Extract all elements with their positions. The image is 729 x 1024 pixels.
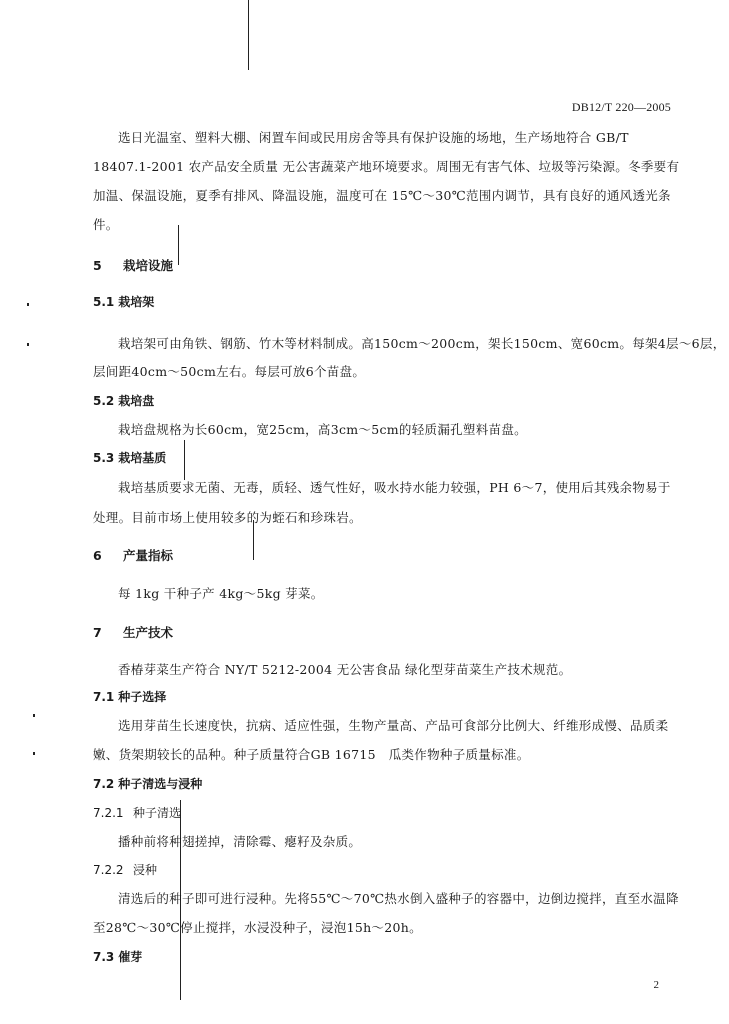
s7-2-2-line-1: 清选后的种子即可进行浸种。先将55℃～70℃热水倒入盛种子的容器中，边倒边搅拌，直至水温降 [118, 891, 679, 906]
section-7-2-heading [93, 775, 202, 792]
s5-3-line-1: 栽培基质要求无菌、无毒，质轻、透气性好，吸水持水能力较强，PH 6～7，使用后其残余物易于 [118, 480, 671, 495]
section-5-1-heading [93, 293, 154, 310]
section-5-3-heading [93, 449, 166, 466]
intro-line-3: 加温、保温设施，夏季有排风、降温设施，温度可在 15℃～30℃范围内调节，具有良好的通风透光条 [93, 188, 671, 203]
s5-3-line-2: 处理。目前市场上使用较多的为蛭石和珍珠岩。 [93, 510, 362, 525]
s5-1-line-1: 栽培架可由角铁、钢筋、竹木等材料制成。高150cm～200cm，架长150cm、宽60cm。每架4层～6层， [118, 336, 726, 351]
section-5-heading [93, 256, 173, 274]
s5-2-line-1: 栽培盘规格为长60cm，宽25cm，高3cm～5cm的轻质漏孔塑料苗盘。 [118, 422, 527, 437]
section-number: 7.2.2 [93, 863, 124, 877]
section-6-heading [93, 546, 173, 564]
scan-line-top-2 [178, 225, 179, 265]
scan-dot-2 [27, 343, 29, 346]
section-title: 产量指标 [123, 548, 174, 563]
s7-1-line-2: 嫩、货架期较长的品种。种子质量符合GB 16715 瓜类作物种子质量标准。 [93, 747, 530, 762]
scan-line-mid-2 [253, 520, 254, 560]
intro-line-1: 选日光温室、塑料大棚、闲置车间或民用房舍等具有保护设施的场地，生产场地符合 GB/T [118, 130, 629, 145]
section-number: 5.1 [93, 295, 115, 309]
section-number: 7.3 [93, 950, 115, 964]
section-title: 栽培架 [118, 295, 155, 309]
intro-line-4: 件。 [93, 217, 119, 232]
section-number: 6 [93, 548, 102, 563]
section-number: 5 [93, 258, 102, 273]
section-title: 种子清选与浸种 [118, 777, 203, 791]
section-title: 生产技术 [123, 625, 174, 640]
section-7-3-heading [93, 948, 142, 965]
s5-1-line-2: 层间距40cm～50cm左右。每层可放6个苗盘。 [93, 364, 366, 379]
s7-1-line-1: 选用芽苗生长速度快，抗病、适应性强，生物产量高、产品可食部分比例大、纤维形成慢、品质柔 [118, 718, 669, 733]
section-title: 浸种 [133, 863, 158, 877]
section-7-2-2-heading [93, 861, 157, 878]
section-5-2-heading [93, 392, 154, 409]
section-title: 栽培盘 [118, 394, 155, 408]
s7-2-1-line-1: 播种前将种翅搓掉，清除霉、瘪籽及杂质。 [118, 834, 362, 849]
scan-dot-3 [33, 714, 35, 717]
section-7-1-heading [93, 688, 166, 705]
s7-line-1: 香椿芽菜生产符合 NY/T 5212-2004 无公害食品 绿化型芽苗菜生产技术规范。 [118, 662, 572, 677]
section-number: 7.2.1 [93, 806, 124, 820]
page-number: 2 [653, 979, 659, 991]
scan-dot-4 [33, 752, 35, 755]
section-title: 催芽 [118, 950, 143, 964]
section-7-2-1-heading [93, 804, 181, 821]
section-number: 7 [93, 625, 102, 640]
section-title: 栽培设施 [123, 258, 174, 273]
intro-line-2: 18407.1-2001 农产品安全质量 无公害蔬菜产地环境要求。周围无有害气体、垃圾等污染源。冬季要有 [93, 159, 680, 174]
section-title: 栽培基质 [118, 451, 167, 465]
section-number: 5.3 [93, 451, 115, 465]
section-number: 5.2 [93, 394, 115, 408]
s6-line-1: 每 1kg 干种子产 4kg～5kg 芽菜。 [118, 586, 324, 601]
section-number: 7.2 [93, 777, 115, 791]
document-code: DB12/T 220—2005 [571, 100, 671, 114]
section-title: 种子选择 [118, 690, 167, 704]
s7-2-2-line-2: 至28℃～30℃停止搅拌，水浸没种子，浸泡15h～20h。 [93, 920, 422, 935]
section-number: 7.1 [93, 690, 115, 704]
section-7-heading [93, 623, 173, 641]
scan-line-mid [184, 440, 185, 480]
scan-line-top [248, 0, 249, 70]
scan-dot-1 [27, 303, 29, 306]
section-title: 种子清选 [133, 806, 182, 820]
